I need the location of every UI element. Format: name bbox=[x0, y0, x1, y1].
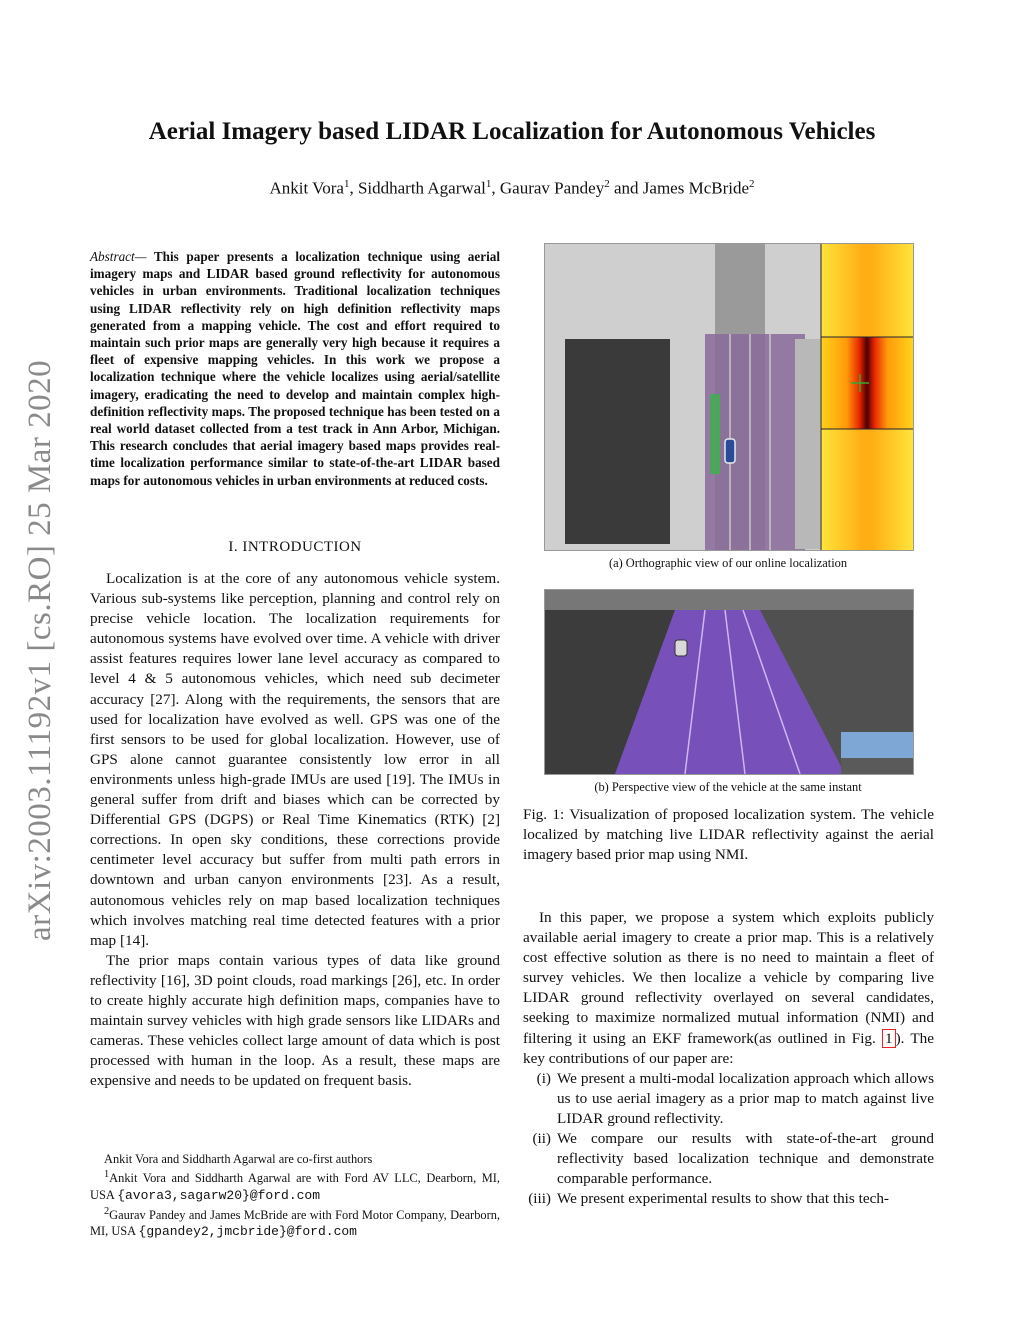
author-name: James McBride bbox=[642, 178, 750, 198]
author-list bbox=[0, 178, 1024, 199]
figure-1-caption: Fig. 1: Visualization of proposed localization system. The vehicle localized by matching live LIDAR reflectivity against the aerial imagery based prior map using NMI. bbox=[523, 806, 934, 863]
author-affiliation: 1 bbox=[343, 178, 350, 190]
abstract: Abstract— This paper presents a localization technique using aerial imagery maps and LIDAR based ground reflectivity for autonomous vehicles in urban environments. Traditional localization techniques using LIDAR reflectivity rely on high definition reflectivity maps generated from a mapping vehicle. The cost and effort required to maintain such prior maps are generally very high because it requires a fleet of expensive mapping vehicles. In this work we propose a localization technique where the vehicle localizes using aerial/satellite imagery, eradicating the need to develop and maintain complex high-definition reflectivity maps. The proposed technique has been tested on a real world dataset collected from a test track in Ann Arbor, Michigan. This research concludes that aerial imagery based maps provides real-time localization performance similar to state-of-the-art LIDAR based maps for autonomous vehicles in urban environments at reduced costs. bbox=[90, 249, 501, 488]
introduction-body bbox=[90, 569, 500, 1091]
figure-1a-caption: (a) Orthographic view of our online localization bbox=[608, 556, 848, 570]
section-heading-introduction: I. INTRODUCTION bbox=[228, 539, 362, 555]
paragraph: In this paper, we propose a system which exploits publicly available aerial imagery to create a prior map. This is a relatively cost effective solution as there is no need to maintain a fleet of survey vehicles. We then localize a vehicle by comparing live LIDAR ground reflectivity overlayed on several candidates, seeking to maximize normalized mutual information (NMI) and filtering it using an EKF framework(as outlined in Fig. 1 ). The key contributions of our paper are: bbox=[523, 909, 934, 1067]
email: {gpandey2,jmcbride}@ford.com bbox=[138, 1224, 357, 1240]
contribution-item: (iii) We present experimental results to show that this tech- bbox=[528, 1190, 889, 1208]
author-separator: and bbox=[609, 178, 643, 198]
author-name: Gaurav Pandey bbox=[499, 178, 605, 198]
abstract-label: Abstract bbox=[90, 249, 135, 264]
paper-title: Aerial Imagery based LIDAR Localization for Autonomous Vehicles bbox=[148, 118, 876, 145]
abstract-text: This paper presents a localization technique using aerial imagery maps and LIDAR based ground reflectivity for autonomous vehicles in urban environments. Traditional localization techniques using LIDAR reflectivity rely on high definition reflectivity maps generated from a mapping vehicle. The cost and effort required to maintain such prior maps are generally very high because it requires a fleet of expensive mapping vehicles. In this work we propose a localization technique where the vehicle localizes using aerial/satellite imagery, eradicating the need to develop and maintain complex high-definition reflectivity maps. The proposed technique has been tested on a real world dataset collected from a test track in Ann Arbor, Michigan. This research concludes that aerial imagery based maps provides real-time localization performance similar to state-of-the-art LIDAR based maps for autonomous vehicles in urban environments at reduced costs. bbox=[90, 249, 501, 488]
author-affiliation: 2 bbox=[604, 178, 610, 190]
figure-1b-caption: (b) Perspective view of the vehicle at the same instant bbox=[594, 780, 862, 794]
author-affiliation: 1 bbox=[485, 178, 492, 190]
footnote-cofirst: Ankit Vora and Siddharth Agarwal are co-first authors bbox=[104, 1152, 373, 1166]
author-name: Ankit Vora bbox=[269, 178, 344, 198]
author-affiliation: 2 bbox=[749, 178, 755, 190]
author-separator: , bbox=[491, 178, 500, 198]
figure-1a-orthographic-image bbox=[544, 243, 914, 551]
contribution-item: (ii) We compare our results with state-of-the-art ground reflectivity based localization technique and demonstrate comparable performance. bbox=[532, 1130, 934, 1188]
footnote-2: $^2$Gaurav Pandey and James McBride are with Ford Motor Company, Dearborn, MI, USA {gpandey2,jmcbride}@ford.com bbox=[90, 1206, 500, 1240]
arxiv-stamp: arXiv:2003.11192v1 [cs.RO] 25 Mar 2020 bbox=[22, 359, 58, 941]
paragraph: Localization is at the core of any autonomous vehicle system. Various sub-systems like perception, planning and control rely on precise vehicle location. The localization requirements for autonomous systems have evolved over time. A vehicle with driver assist features requires lower lane level accuracy as compared to level 4 & 5 autonomous vehicles, which need sub decimeter accuracy [27]. Along with the requirements, the sensors that are used for localization have evolved as well. GPS was one of the first sensors to be used for global localization. However, use of GPS alone cannot guarantee consistently low error in all environments unless high-grade IMUs are used [19]. The IMUs in general suffer from drift and biases which can be corrected by Differential GPS (DGPS) or Real Time Kinematics (RTK) [2] corrections. In open sky conditions, these corrections provide centimeter level accuracy but suffer from multi path errors in downtown and urban canyon environments [23]. As a result, autonomous vehicles rely on map based localization techniques which involves matching real time detected features with a prior map [14]. bbox=[90, 570, 500, 949]
right-column-body bbox=[523, 908, 934, 1209]
author-separator: , bbox=[349, 178, 358, 198]
paragraph: The prior maps contain various types of data like ground reflectivity [16], 3D point clouds, road markings [26], etc. In order to create highly accurate high definition maps, companies have to maintain survey vehicles with high grade sensors like LIDARs and cameras. These vehicles collect large amount of data which is post processed with human in the loop. As a result, these maps are expensive and needs to be updated on frequent basis. bbox=[90, 951, 500, 1090]
figure-1b-perspective-image bbox=[544, 589, 914, 775]
footnote-1: $^1$Ankit Vora and Siddharth Agarwal are with Ford AV LLC, Dearborn, MI, USA {avora3,sagarw20}@ford.com bbox=[90, 1169, 500, 1203]
email: {avora3,sagarw20}@ford.com bbox=[117, 1187, 321, 1203]
perspective-view-graphic bbox=[545, 590, 913, 774]
author-name: Siddharth Agarwal bbox=[357, 178, 486, 198]
footnotes bbox=[90, 1151, 500, 1241]
orthographic-view-graphic bbox=[545, 244, 913, 550]
figure-reference-link[interactable]: 1 bbox=[882, 1029, 896, 1048]
contribution-item: (i) We present a multi-modal localization approach which allows us to use aerial imagery as a prior map to match against live LIDAR ground reflectivity. bbox=[536, 1069, 934, 1127]
